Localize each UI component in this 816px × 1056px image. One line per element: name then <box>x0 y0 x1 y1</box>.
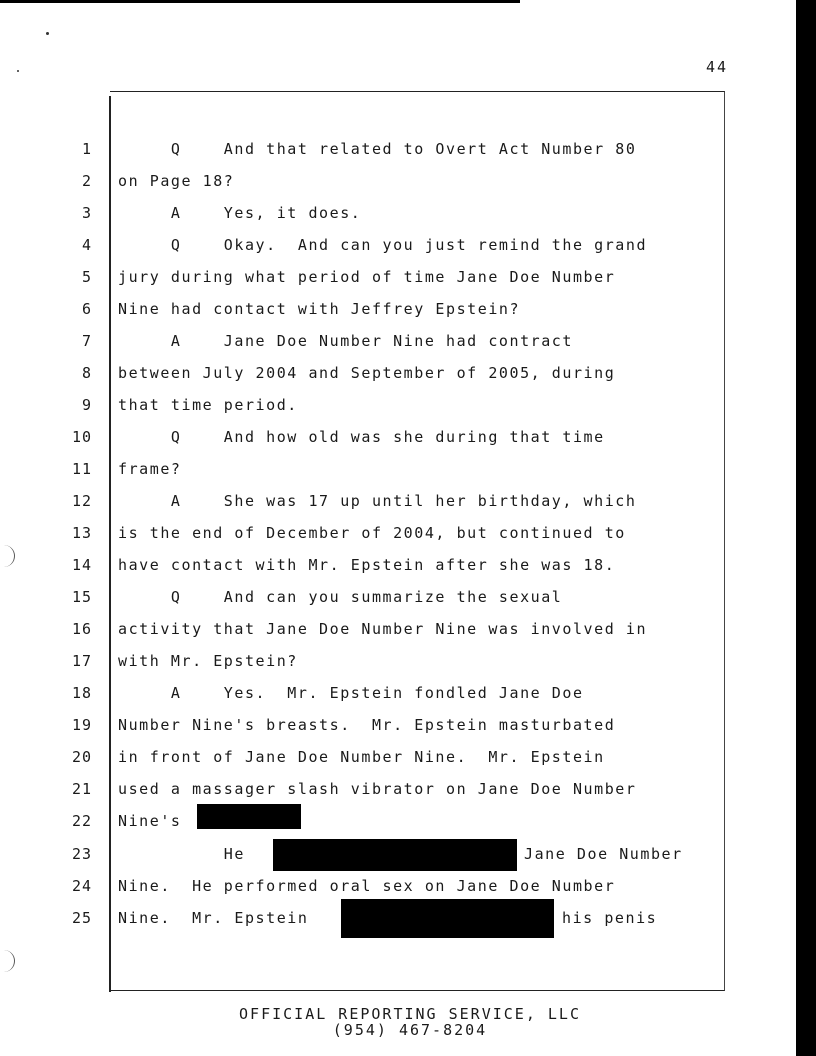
transcript-line: Number Nine's breasts. Mr. Epstein masturbated <box>118 716 616 734</box>
transcript-line: used a massager slash vibrator on Jane Doe Number <box>118 780 637 798</box>
scan-edge-top <box>0 0 520 3</box>
footer-phone: (954) 467-8204 <box>332 1021 488 1039</box>
transcript-line: Nine. Mr. Epstein <box>118 909 309 927</box>
scan-edge-right <box>796 0 816 1056</box>
line-number: 18 <box>71 684 92 702</box>
line-number: 23 <box>71 845 92 863</box>
line-number: 11 <box>71 460 92 478</box>
binder-hole-mark <box>0 545 15 567</box>
line-number: 8 <box>81 364 92 382</box>
line-number: 1 <box>81 140 92 158</box>
line-number: 16 <box>71 620 92 638</box>
transcript-line: A Yes. Mr. Epstein fondled Jane Doe <box>118 684 584 702</box>
transcript-line: that time period. <box>118 396 298 414</box>
line-number: 6 <box>81 300 92 318</box>
scan-speck <box>46 32 49 35</box>
transcript-line: have contact with Mr. Epstein after she was 18. <box>118 556 616 574</box>
line-number: 13 <box>71 524 92 542</box>
transcript-line: jury during what period of time Jane Doe Number <box>118 268 616 286</box>
line-number: 24 <box>71 877 92 895</box>
line-number: 19 <box>71 716 92 734</box>
transcript-line-tail: his penis <box>562 909 658 927</box>
transcript-line: A She was 17 up until her birthday, which <box>118 492 637 510</box>
transcript-line: activity that Jane Doe Number Nine was involved in <box>118 620 648 638</box>
line-number: 5 <box>81 268 92 286</box>
redaction-box <box>273 839 517 871</box>
transcript-line: frame? <box>118 460 182 478</box>
line-number: 17 <box>71 652 92 670</box>
transcript-line: in front of Jane Doe Number Nine. Mr. Epstein <box>118 748 605 766</box>
line-number: 20 <box>71 748 92 766</box>
line-number: 21 <box>71 780 92 798</box>
transcript-line: Q And that related to Overt Act Number 80 <box>118 140 637 158</box>
transcript-line: Nine had contact with Jeffrey Epstein? <box>118 300 521 318</box>
line-number: 15 <box>71 588 92 606</box>
transcript-line: A Yes, it does. <box>118 204 362 222</box>
line-number: 7 <box>81 332 92 350</box>
line-number: 22 <box>71 812 92 830</box>
transcript-line: on Page 18? <box>118 172 235 190</box>
transcript-margin-line <box>109 96 111 992</box>
line-number: 10 <box>71 428 92 446</box>
transcript-line: Nine's <box>118 812 182 830</box>
line-number: 12 <box>71 492 92 510</box>
line-number: 9 <box>81 396 92 414</box>
line-number: 3 <box>81 204 92 222</box>
transcript-line: Q Okay. And can you just remind the grand <box>118 236 648 254</box>
transcript-line: He <box>118 845 245 863</box>
redaction-box <box>341 899 554 938</box>
line-number: 4 <box>81 236 92 254</box>
transcript-line: between July 2004 and September of 2005, during <box>118 364 616 382</box>
footer-company: OFFICIAL REPORTING SERVICE, LLC <box>239 1005 581 1023</box>
transcript-line-tail: Jane Doe Number <box>524 845 683 863</box>
binder-hole-mark <box>0 950 15 972</box>
line-number: 25 <box>71 909 92 927</box>
redaction-box <box>197 804 301 829</box>
transcript-line: is the end of December of 2004, but continued to <box>118 524 626 542</box>
transcript-line: Q And how old was she during that time <box>118 428 605 446</box>
transcript-line: Q And can you summarize the sexual <box>118 588 563 606</box>
transcript-line: with Mr. Epstein? <box>118 652 298 670</box>
page-number: 44 <box>705 58 728 76</box>
line-number: 14 <box>71 556 92 574</box>
transcript-line: A Jane Doe Number Nine had contract <box>118 332 573 350</box>
scan-speck <box>17 70 19 72</box>
transcript-line: Nine. He performed oral sex on Jane Doe Number <box>118 877 616 895</box>
line-number: 2 <box>81 172 92 190</box>
